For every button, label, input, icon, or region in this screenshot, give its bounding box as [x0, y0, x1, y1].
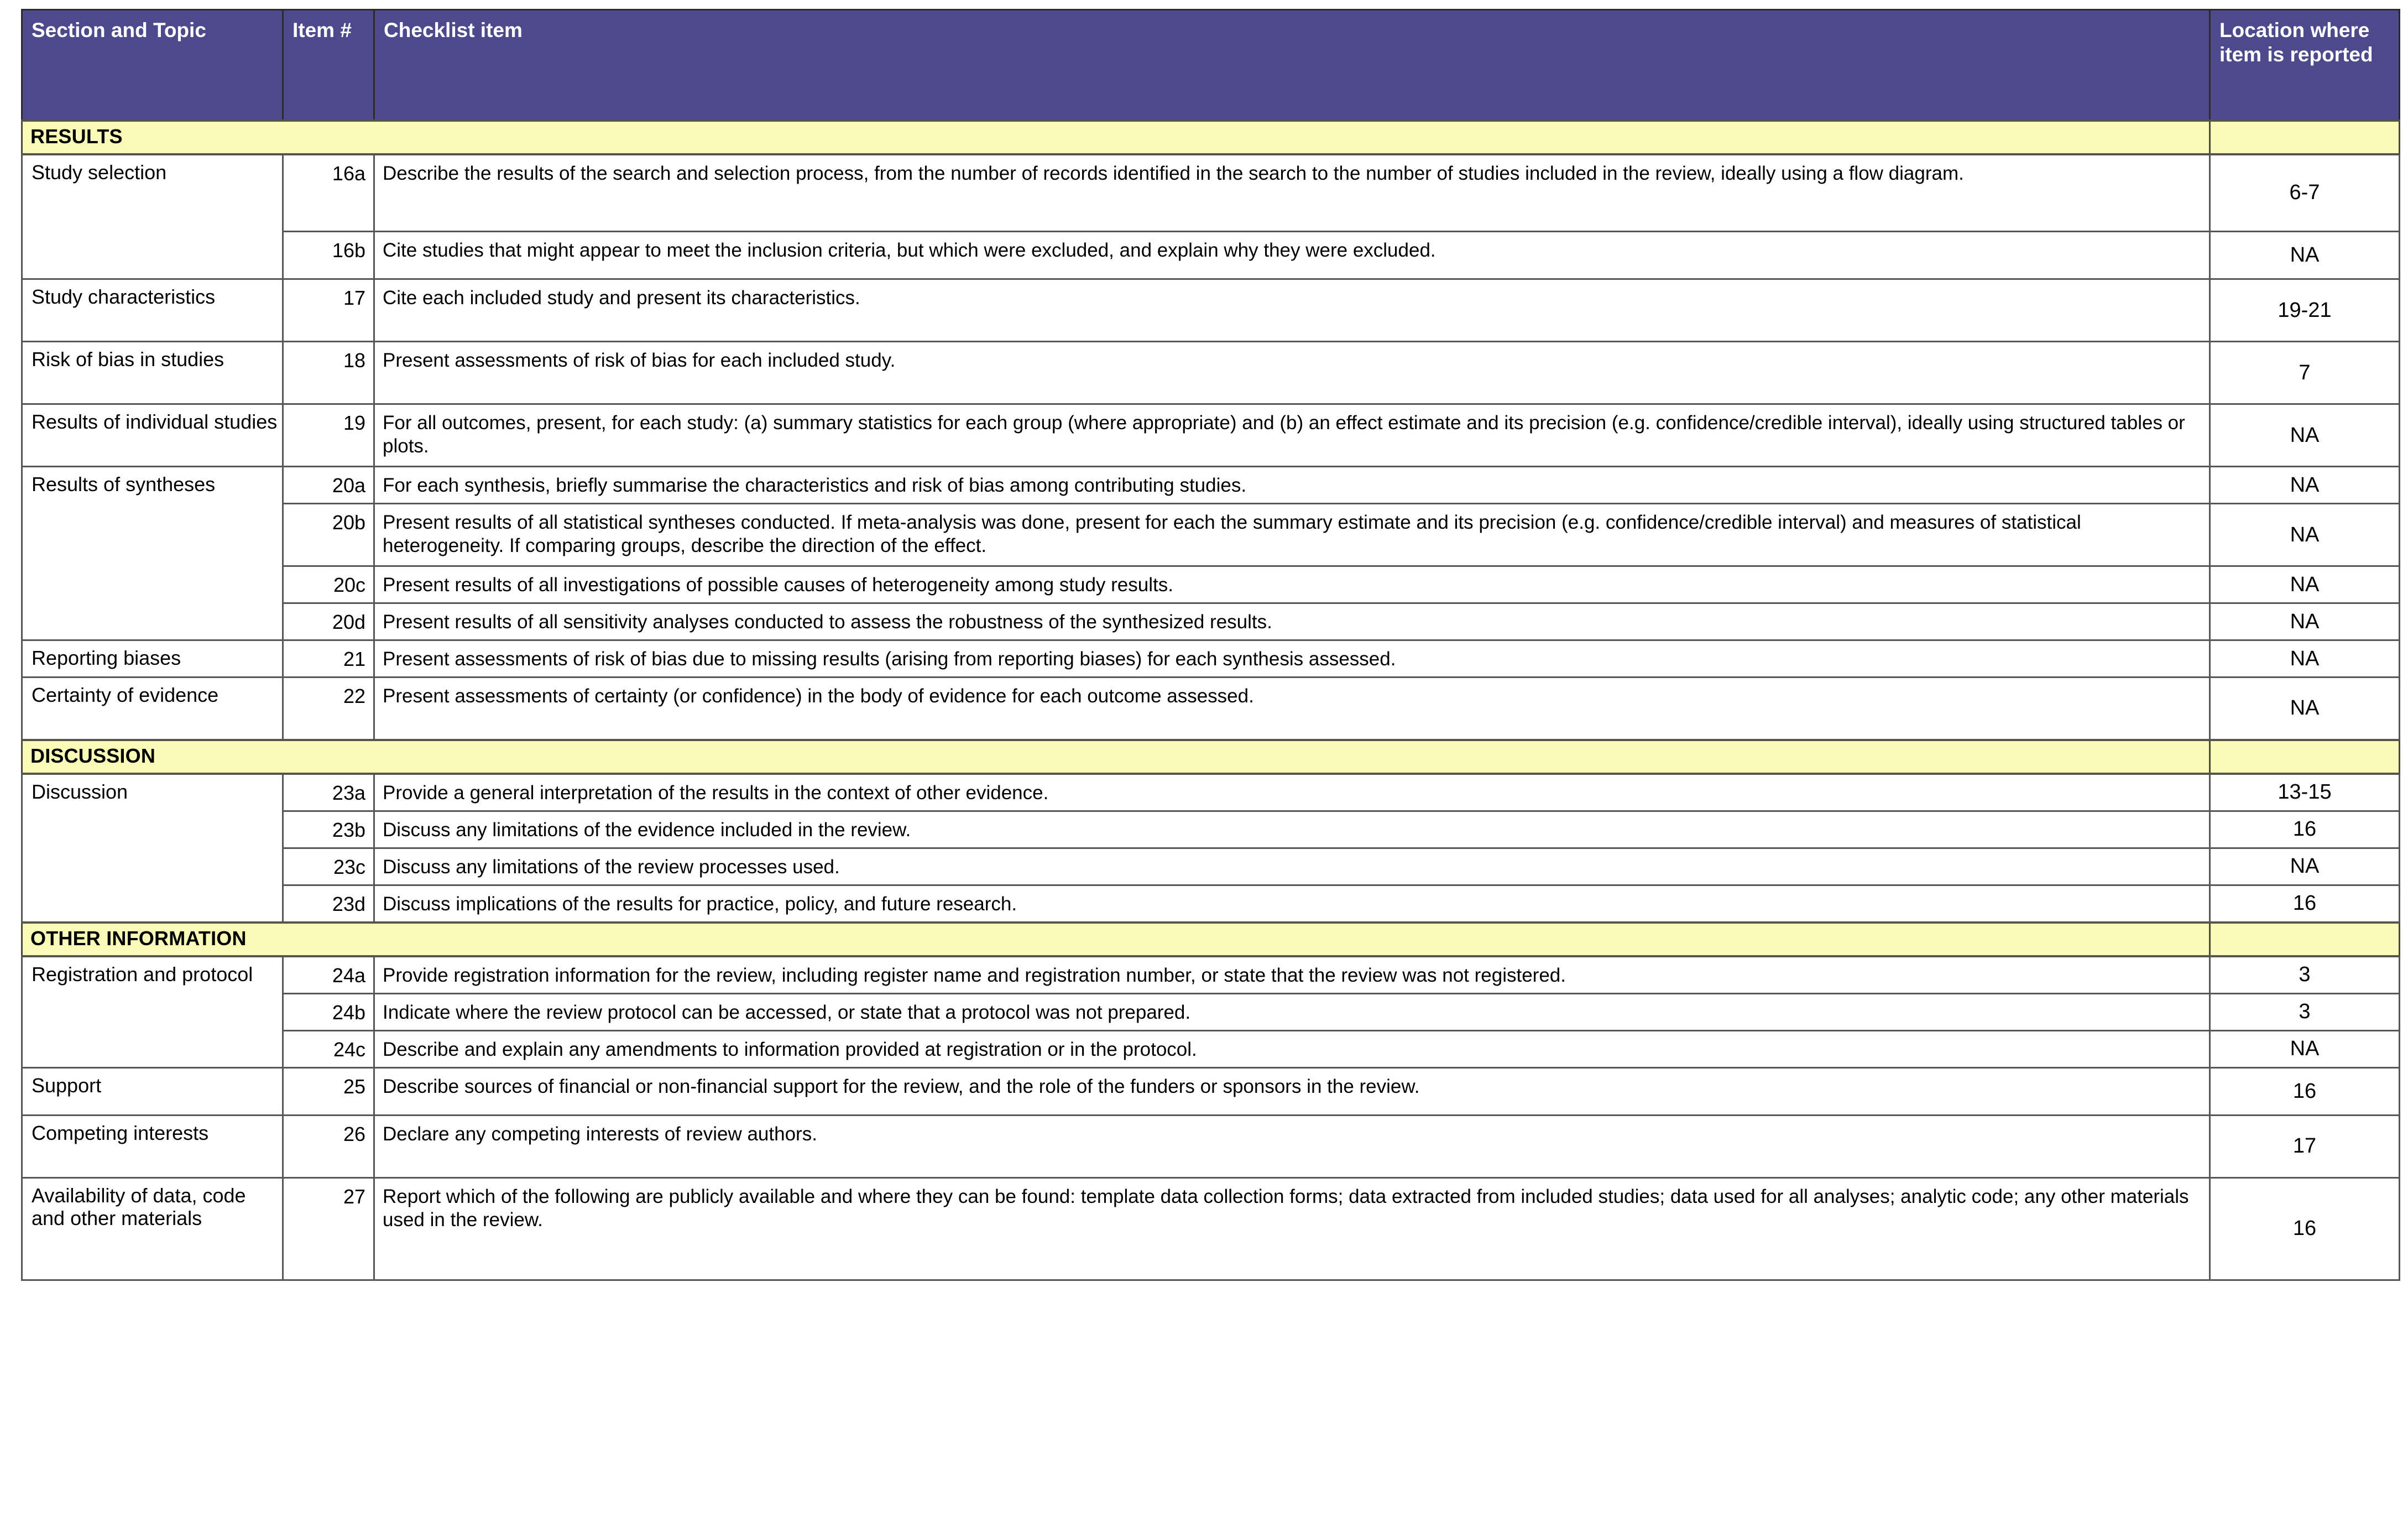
table-header [22, 10, 2400, 121]
row-location-value: NA [2210, 566, 2400, 603]
row-item-number-20a: 20a [283, 467, 374, 504]
section-band-row-discussion [22, 740, 2400, 774]
row-checklist-text: Cite each included study and present its characteristics. [374, 279, 2210, 342]
header-row [22, 10, 2400, 121]
section-band-row-other-information [22, 923, 2400, 956]
row-location-value: 7 [2210, 342, 2400, 404]
row-topic-risk-of-bias-in-studies: Risk of bias in studies [22, 342, 283, 404]
row-topic-certainty-of-evidence: Certainty of evidence [22, 677, 283, 740]
row-location-value: NA [2210, 848, 2400, 885]
row-item-number-23b: 23b [283, 811, 374, 848]
row-location-value: 16 [2210, 1177, 2400, 1280]
table-row [22, 154, 2400, 232]
row-location-value: 17 [2210, 1115, 2400, 1177]
table-row [22, 232, 2400, 279]
row-location-value: 3 [2210, 956, 2400, 994]
row-location-value: NA [2210, 640, 2400, 677]
row-location-value: 13-15 [2210, 774, 2400, 811]
table-row [22, 1177, 2400, 1280]
row-location-value: NA [2210, 404, 2400, 467]
prisma-checklist-table [21, 9, 2400, 1281]
table-row [22, 1030, 2400, 1067]
section-band-location-blank [2210, 121, 2400, 154]
row-item-number-24c: 24c [283, 1030, 374, 1067]
table-row [22, 774, 2400, 811]
table-row [22, 885, 2400, 923]
row-checklist-text: Provide registration information for the review, including register name and registration number, or state that the review was not registered. [374, 956, 2210, 994]
table-row [22, 811, 2400, 848]
row-topic-availability-of-data-code-and-other-materials: Availability of data, code and other materials [22, 1177, 283, 1280]
row-topic-discussion: Discussion [22, 774, 283, 923]
table-row [22, 504, 2400, 566]
row-checklist-text: Present results of all sensitivity analyses conducted to assess the robustness of the synthesized results. [374, 603, 2210, 640]
table-row [22, 603, 2400, 640]
row-location-value: 16 [2210, 1067, 2400, 1115]
table-row [22, 956, 2400, 994]
row-location-value: NA [2210, 603, 2400, 640]
row-checklist-text: Indicate where the review protocol can be accessed, or state that a protocol was not prepared. [374, 993, 2210, 1030]
row-topic-support: Support [22, 1067, 283, 1115]
row-checklist-text: Present results of all investigations of possible causes of heterogeneity among study results. [374, 566, 2210, 603]
row-location-value: 16 [2210, 885, 2400, 923]
row-location-value: NA [2210, 677, 2400, 740]
row-item-number-16b: 16b [283, 232, 374, 279]
row-location-value: NA [2210, 232, 2400, 279]
row-checklist-text: Describe and explain any amendments to information provided at registration or in the protocol. [374, 1030, 2210, 1067]
row-location-value: NA [2210, 467, 2400, 504]
table-row [22, 677, 2400, 740]
row-item-number-20c: 20c [283, 566, 374, 603]
row-topic-results-of-individual-studies: Results of individual studies [22, 404, 283, 467]
column-header-item-number: Item # [283, 10, 374, 121]
row-checklist-text: Declare any competing interests of review authors. [374, 1115, 2210, 1177]
column-header-section-topic: Section and Topic [22, 10, 283, 121]
row-item-number-21: 21 [283, 640, 374, 677]
section-band-label: RESULTS [22, 121, 2210, 154]
row-item-number-24b: 24b [283, 993, 374, 1030]
row-checklist-text: Present results of all statistical syntheses conducted. If meta-analysis was done, present for each the summary estimate and its precision (e.g. confidence/credible interval) and measures of statistical heterogeneity. If comparing groups, describe the direction of the effect. [374, 504, 2210, 566]
row-checklist-text: Discuss implications of the results for practice, policy, and future research. [374, 885, 2210, 923]
row-topic-results-of-syntheses: Results of syntheses [22, 467, 283, 640]
table-row [22, 279, 2400, 342]
row-item-number-24a: 24a [283, 956, 374, 994]
table-row [22, 342, 2400, 404]
row-item-number-17: 17 [283, 279, 374, 342]
row-item-number-20b: 20b [283, 504, 374, 566]
row-checklist-text: Present assessments of certainty (or confidence) in the body of evidence for each outcome assessed. [374, 677, 2210, 740]
row-item-number-25: 25 [283, 1067, 374, 1115]
column-header-location: Location where item is reported [2210, 10, 2400, 121]
table-row [22, 467, 2400, 504]
row-topic-study-selection: Study selection [22, 154, 283, 279]
row-item-number-20d: 20d [283, 603, 374, 640]
section-band-location-blank [2210, 923, 2400, 956]
row-checklist-text: Describe sources of financial or non-financial support for the review, and the role of the funders or sponsors in the review. [374, 1067, 2210, 1115]
section-band-location-blank [2210, 740, 2400, 774]
row-location-value: NA [2210, 504, 2400, 566]
table-row [22, 993, 2400, 1030]
row-item-number-22: 22 [283, 677, 374, 740]
row-checklist-text: Describe the results of the search and selection process, from the number of records identified in the search to the number of studies included in the review, ideally using a flow diagram. [374, 154, 2210, 232]
row-checklist-text: Cite studies that might appear to meet the inclusion criteria, but which were excluded, and explain why they were excluded. [374, 232, 2210, 279]
row-item-number-23d: 23d [283, 885, 374, 923]
row-topic-registration-and-protocol: Registration and protocol [22, 956, 283, 1068]
row-item-number-18: 18 [283, 342, 374, 404]
row-location-value: 19-21 [2210, 279, 2400, 342]
row-topic-study-characteristics: Study characteristics [22, 279, 283, 342]
row-location-value: 16 [2210, 811, 2400, 848]
row-checklist-text: Present assessments of risk of bias for each included study. [374, 342, 2210, 404]
prisma-checklist-page [0, 9, 2408, 1527]
row-topic-competing-interests: Competing interests [22, 1115, 283, 1177]
table-row [22, 404, 2400, 467]
row-item-number-16a: 16a [283, 154, 374, 232]
table-row [22, 566, 2400, 603]
row-location-value: 6-7 [2210, 154, 2400, 232]
row-location-value: NA [2210, 1030, 2400, 1067]
row-item-number-23c: 23c [283, 848, 374, 885]
row-checklist-text: For all outcomes, present, for each study: (a) summary statistics for each group (where appropriate) and (b) an effect estimate and its precision (e.g. confidence/credible interval), ideally using structured tables or plots. [374, 404, 2210, 467]
row-checklist-text: Discuss any limitations of the review processes used. [374, 848, 2210, 885]
row-topic-reporting-biases: Reporting biases [22, 640, 283, 677]
row-checklist-text: For each synthesis, briefly summarise the characteristics and risk of bias among contributing studies. [374, 467, 2210, 504]
row-location-value: 3 [2210, 993, 2400, 1030]
table-row [22, 1115, 2400, 1177]
row-item-number-27: 27 [283, 1177, 374, 1280]
section-band-row-results [22, 121, 2400, 154]
section-band-label: OTHER INFORMATION [22, 923, 2210, 956]
table-body [22, 121, 2400, 1280]
column-header-checklist-item: Checklist item [374, 10, 2210, 121]
table-row [22, 1067, 2400, 1115]
section-band-label: DISCUSSION [22, 740, 2210, 774]
row-checklist-text: Provide a general interpretation of the results in the context of other evidence. [374, 774, 2210, 811]
row-checklist-text: Report which of the following are publicly available and where they can be found: template data collection forms; data extracted from included studies; data used for all analyses; analytic code; any other materials used in the review. [374, 1177, 2210, 1280]
row-checklist-text: Present assessments of risk of bias due to missing results (arising from reporting biases) for each synthesis assessed. [374, 640, 2210, 677]
row-item-number-19: 19 [283, 404, 374, 467]
row-item-number-26: 26 [283, 1115, 374, 1177]
row-item-number-23a: 23a [283, 774, 374, 811]
table-row [22, 640, 2400, 677]
table-row [22, 848, 2400, 885]
row-checklist-text: Discuss any limitations of the evidence included in the review. [374, 811, 2210, 848]
